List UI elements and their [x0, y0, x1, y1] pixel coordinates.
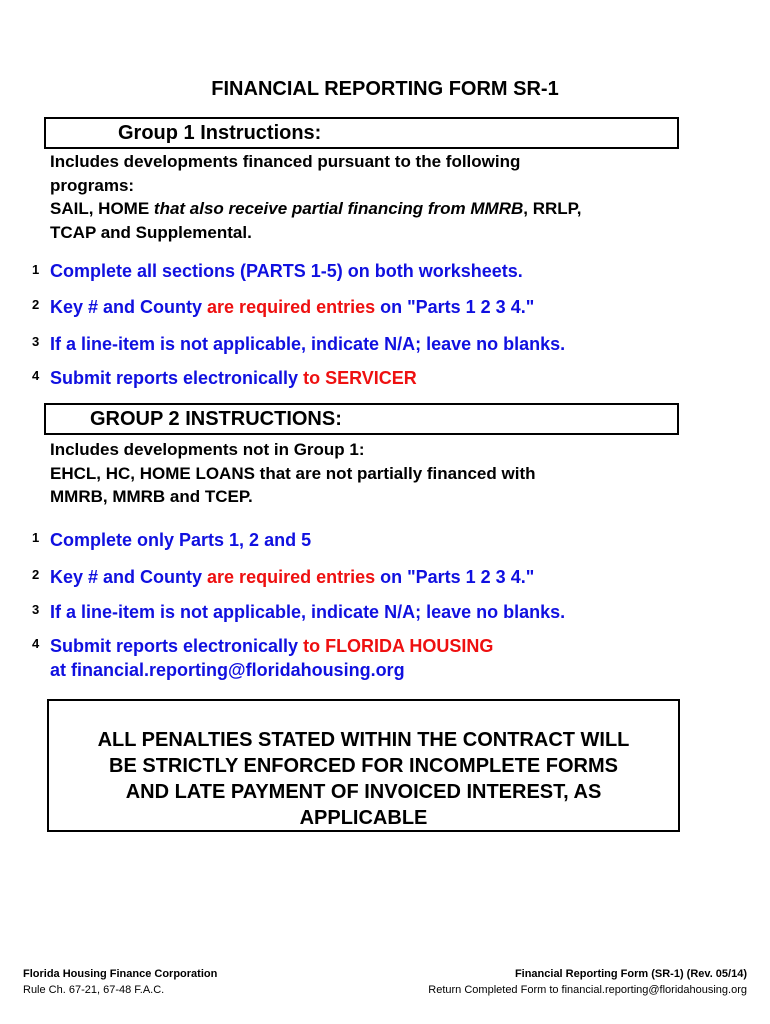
- group1-item-3: If a line-item is not applicable, indicate N/A; leave no blanks.: [50, 334, 566, 354]
- group2-item-1: Complete only Parts 1, 2 and 5: [50, 530, 312, 550]
- penalty-line: BE STRICTLY ENFORCED FOR INCOMPLETE FORMS: [109, 755, 618, 777]
- group1-desc-line: programs:: [50, 175, 135, 195]
- group1-item-4: Submit reports electronically to SERVICER: [50, 368, 417, 388]
- group1-item-number: 4: [32, 368, 40, 383]
- penalty-notice-box: [47, 699, 680, 832]
- group2-item-number: 3: [32, 602, 40, 617]
- group1-item-2: Key # and County are required entries on "Parts 1 2 3 4.": [50, 297, 535, 317]
- group2-heading: GROUP 2 INSTRUCTIONS:: [90, 408, 342, 430]
- page-title: FINANCIAL REPORTING FORM SR-1: [211, 78, 559, 100]
- footer-right: [428, 966, 747, 998]
- required-entries-text: are required entries: [207, 297, 376, 317]
- group2-item-2: Key # and County are required entries on "Parts 1 2 3 4.": [50, 567, 535, 587]
- group1-desc-line: Includes developments financed pursuant to the following: [50, 152, 521, 171]
- group2-description: [50, 438, 690, 509]
- footer-left: [23, 966, 217, 998]
- group2-item-number: 2: [32, 567, 40, 582]
- group1-item-number: 2: [32, 297, 40, 312]
- programs-italic-text: that also receive partial financing from MMRB: [153, 199, 524, 218]
- group1-item-1: Complete all sections (PARTS 1-5) on both worksheets.: [50, 261, 523, 281]
- group2-desc-line: EHCL, HC, HOME LOANS that are not partially financed with: [50, 463, 536, 483]
- footer-return-note: Return Completed Form to financial.reporting@floridahousing.org: [428, 984, 747, 996]
- group2-desc-line: Includes developments not in Group 1:: [50, 440, 365, 459]
- group1-heading-box: [44, 117, 679, 149]
- group1-programs-line2: TCAP and Supplemental.: [50, 222, 252, 242]
- group2-item-number: 1: [32, 530, 40, 545]
- footer-rule: Rule Ch. 67-21, 67-48 F.A.C.: [23, 984, 165, 996]
- group1-heading: Group 1 Instructions:: [118, 122, 322, 144]
- servicer-text: to SERVICER: [303, 368, 417, 388]
- group2-item-3: If a line-item is not applicable, indicate N/A; leave no blanks.: [50, 602, 566, 622]
- email-address-text: at financial.reporting@floridahousing.org: [50, 659, 405, 680]
- programs-text: SAIL, HOME: [50, 199, 154, 218]
- penalty-line: APPLICABLE: [299, 807, 428, 829]
- penalty-line: AND LATE PAYMENT OF INVOICED INTEREST, AS: [125, 781, 602, 803]
- group1-item-number: 3: [32, 334, 40, 349]
- group1-item-number: 1: [32, 262, 40, 277]
- footer-form-id: Financial Reporting Form (SR-1) (Rev. 05/14): [514, 968, 747, 980]
- group1-programs-line: [50, 197, 690, 221]
- required-entries-text: are required entries: [207, 567, 376, 587]
- penalty-line: ALL PENALTIES STATED WITHIN THE CONTRACT WILL: [97, 729, 630, 751]
- group1-description: [50, 150, 690, 244]
- group2-item-number: 4: [32, 636, 40, 651]
- footer-org-name: Florida Housing Finance Corporation: [23, 968, 218, 980]
- group2-desc-line: MMRB, MMRB and TCEP.: [50, 487, 253, 506]
- programs-text: , RRLP,: [523, 199, 582, 218]
- group2-item-4: Submit reports electronically to FLORIDA HOUSING at financial.reporting@floridahousing.org: [50, 635, 710, 682]
- group2-heading-box: [44, 403, 679, 435]
- florida-housing-text: to FLORIDA HOUSING: [303, 636, 494, 656]
